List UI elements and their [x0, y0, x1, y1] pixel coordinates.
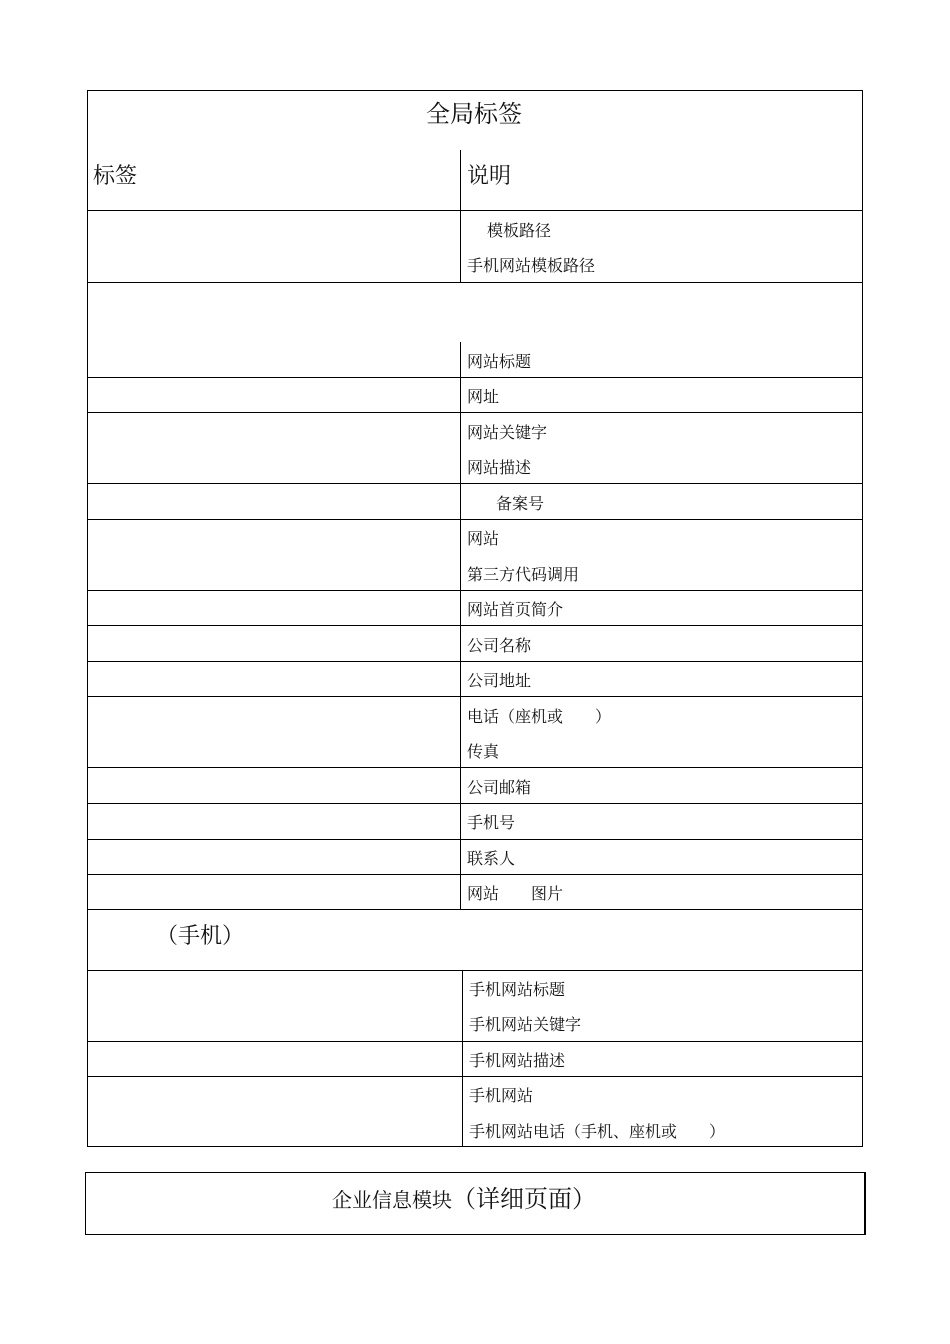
table-title: 全局标签: [426, 100, 522, 128]
row-divider: [87, 839, 863, 840]
description-cell: 传真: [467, 742, 500, 761]
column-divider: [460, 342, 461, 909]
row-divider: [87, 483, 863, 484]
mobile-section-heading: （手机）: [156, 924, 245, 949]
description-cell: 电话（座机或 ）: [467, 707, 612, 726]
description-cell: 备案号: [496, 494, 545, 513]
row-divider: [87, 282, 863, 283]
row-divider: [87, 970, 863, 971]
enterprise-module-header: [85, 1172, 866, 1235]
row-divider: [87, 874, 863, 875]
row-divider: [87, 590, 863, 591]
description-cell: 网站首页简介: [467, 600, 564, 619]
description-cell: 第三方代码调用: [467, 565, 580, 584]
enterprise-module-title: [332, 1187, 596, 1211]
row-divider: [87, 661, 863, 662]
description-cell: 网站关键字: [467, 423, 548, 442]
description-cell: 联系人: [467, 849, 516, 868]
description-cell: 手机网站标题: [469, 980, 566, 999]
row-divider: [87, 210, 863, 211]
row-divider: [87, 696, 863, 697]
column-header-tag: 标签: [93, 164, 138, 189]
row-divider: [87, 803, 863, 804]
title-part-a: 企业信息模块: [332, 1188, 452, 1212]
row-divider: [87, 625, 863, 626]
row-divider: [87, 377, 863, 378]
description-cell: 手机网站描述: [469, 1051, 566, 1070]
description-cell: 模板路径: [487, 221, 552, 240]
description-cell: 网站标题: [467, 352, 532, 371]
column-header-description: 说明: [467, 164, 512, 189]
description-cell: 手机网站: [469, 1086, 534, 1105]
title-part-b: （详细页面）: [452, 1185, 596, 1213]
description-cell: 手机网站关键字: [469, 1015, 582, 1034]
description-cell: 手机网站模板路径: [467, 256, 596, 275]
description-cell: 网站 图片: [467, 884, 564, 903]
description-cell: 手机网站电话（手机、座机或 ）: [469, 1122, 726, 1141]
row-divider: [87, 412, 863, 413]
column-divider: [460, 150, 461, 282]
description-cell: 手机号: [467, 813, 516, 832]
row-divider: [87, 767, 863, 768]
row-divider: [87, 1041, 863, 1042]
description-cell: 网址: [467, 387, 500, 406]
description-cell: 公司邮箱: [467, 778, 532, 797]
row-divider: [87, 1076, 863, 1077]
description-cell: 公司地址: [467, 671, 532, 690]
column-divider: [462, 970, 463, 1147]
description-cell: 网站描述: [467, 458, 532, 477]
row-divider: [87, 909, 863, 910]
row-divider: [87, 519, 863, 520]
description-cell: 公司名称: [467, 636, 532, 655]
description-cell: 网站: [467, 529, 500, 548]
